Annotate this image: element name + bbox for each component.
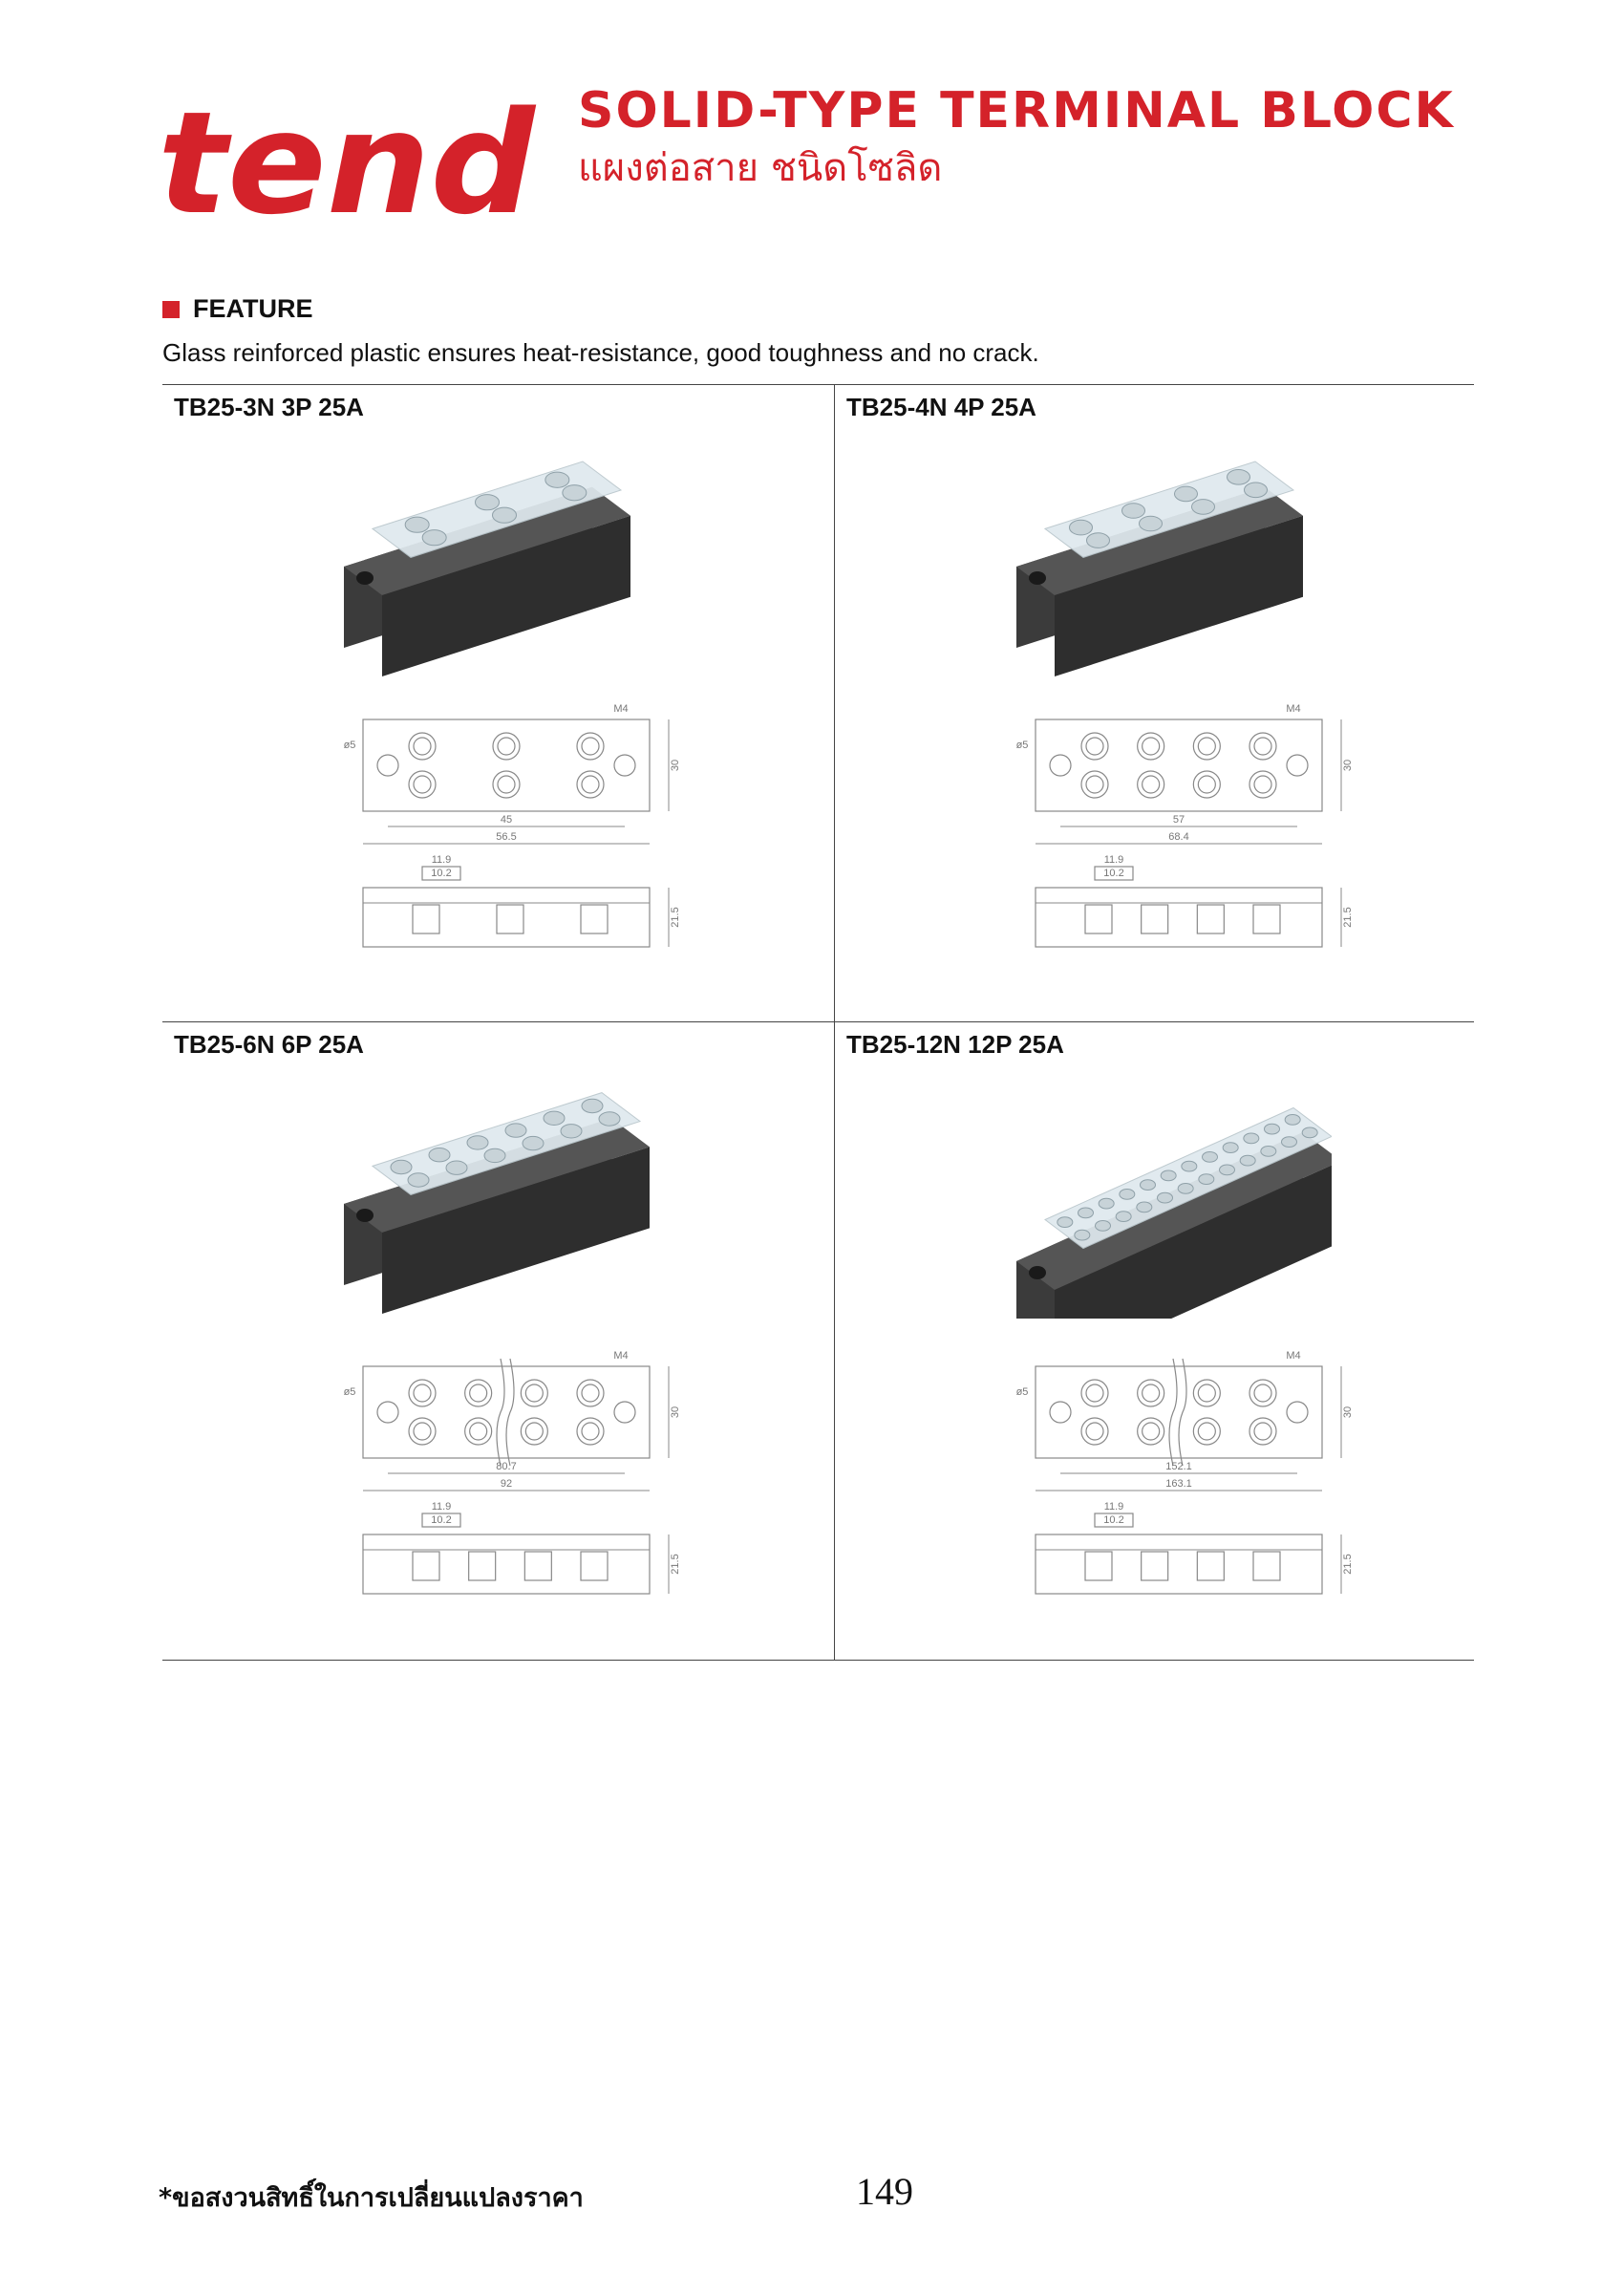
technical-drawing [325, 681, 726, 968]
screw-head [1198, 776, 1215, 793]
break-line [1179, 1359, 1186, 1466]
product-photo [334, 423, 659, 681]
screw-head [582, 1384, 599, 1402]
mounting-hole-right [614, 1402, 635, 1423]
side-view-slot [469, 1552, 496, 1580]
mounting-hole [356, 1209, 374, 1222]
height-dimension: 30 [1342, 1405, 1354, 1419]
screw-head [1086, 1384, 1103, 1402]
screw-head [1086, 1423, 1103, 1440]
terminal-screw [599, 1112, 620, 1126]
side-view-outline [363, 888, 650, 947]
terminal-screw [1137, 1202, 1152, 1212]
terminal-screw [405, 517, 429, 532]
pitch-dimension: 11.9 [431, 1501, 452, 1513]
inner-width-dimension: 45 [500, 814, 513, 826]
screw-head [1198, 1423, 1215, 1440]
terminal-screw [1223, 1143, 1238, 1153]
top-view-outline [1036, 719, 1322, 811]
screw-symbol [1138, 1380, 1164, 1406]
screw-head [582, 1423, 599, 1440]
screw-symbol [577, 1418, 604, 1445]
side-view-slot [1142, 905, 1168, 933]
break-line [1169, 1359, 1177, 1466]
screw-symbol [1081, 1380, 1108, 1406]
screw-head [1254, 1423, 1271, 1440]
terminal-screw [544, 1111, 565, 1125]
screw-symbol [1249, 771, 1276, 798]
terminal-screw [1203, 1151, 1218, 1162]
break-line [506, 1359, 514, 1466]
screw-symbol [1193, 771, 1220, 798]
height-dimension: 30 [670, 1405, 681, 1419]
product-grid [162, 384, 1474, 1661]
gap-dimension: 10.2 [431, 868, 452, 879]
svg-text:tend: tend [158, 88, 538, 231]
screw-head [525, 1423, 543, 1440]
terminal-screw [408, 1173, 429, 1187]
screw-symbol [1249, 733, 1276, 760]
side-view-outline [1036, 888, 1322, 947]
screw-dimension: M4 [613, 703, 629, 715]
screw-head [414, 1384, 431, 1402]
technical-drawing [325, 1328, 726, 1615]
hole-dimension: ø5 [1015, 1386, 1029, 1398]
screw-head [1086, 738, 1103, 755]
screw-symbol [1138, 771, 1164, 798]
terminal-screw [561, 1125, 582, 1138]
side-view-slot [1197, 1552, 1224, 1580]
side-view-slot [524, 1552, 551, 1580]
terminal-screw [1282, 1137, 1297, 1148]
screw-symbol [409, 1380, 436, 1406]
screw-symbol [577, 733, 604, 760]
screw-dimension: M4 [613, 1350, 629, 1362]
screw-symbol [521, 1380, 547, 1406]
screw-head [414, 1423, 431, 1440]
side-view-slot [1253, 1552, 1280, 1580]
terminal-screw [1161, 1170, 1176, 1181]
pitch-dimension: 11.9 [1103, 1501, 1124, 1513]
side-view-slot [1253, 905, 1280, 933]
screw-symbol [1081, 771, 1108, 798]
mounting-hole [1029, 1266, 1046, 1279]
screw-symbol [493, 771, 520, 798]
terminal-screw [1120, 1189, 1135, 1199]
product-photo [1007, 1061, 1332, 1319]
terminal-screw [1158, 1192, 1173, 1203]
screw-head [1086, 776, 1103, 793]
mounting-hole [356, 571, 374, 585]
product-card [162, 385, 818, 1021]
screw-head [1143, 1384, 1160, 1402]
side-view-outline [1036, 1534, 1322, 1594]
product-model: TB25-3N 3P 25A [174, 393, 364, 421]
terminal-screw [1075, 1230, 1090, 1240]
side-height-dimension: 21.5 [1342, 1554, 1354, 1575]
screw-head [414, 776, 431, 793]
side-height-dimension: 21.5 [670, 1554, 681, 1575]
mounting-hole-left [1050, 755, 1071, 776]
terminal-screw [1240, 1155, 1255, 1166]
hole-dimension: ø5 [343, 740, 356, 751]
technical-drawing [997, 1328, 1399, 1615]
screw-head [1254, 738, 1271, 755]
mounting-hole-left [377, 755, 398, 776]
terminal-screw [493, 507, 517, 523]
outer-width-dimension: 163.1 [1165, 1478, 1192, 1490]
side-view-slot [1142, 1552, 1168, 1580]
terminal-screw [1141, 1180, 1156, 1191]
pitch-dimension: 11.9 [431, 854, 452, 866]
screw-head [470, 1423, 487, 1440]
terminal-screw [1192, 500, 1215, 515]
terminal-screw [1199, 1174, 1214, 1185]
product-card [835, 385, 1490, 1021]
terminal-screw [1057, 1217, 1073, 1228]
terminal-screw [446, 1161, 467, 1174]
feature-heading [162, 294, 313, 324]
height-dimension: 30 [670, 759, 681, 772]
feature-description: Glass reinforced plastic ensures heat-resistance, good toughness and no crack. [162, 338, 1039, 367]
terminal-screw [523, 1136, 544, 1149]
gap-dimension: 10.2 [1103, 1514, 1124, 1526]
screw-symbol [1193, 1418, 1220, 1445]
mounting-hole-left [377, 1402, 398, 1423]
terminal-screw [563, 485, 587, 501]
brand-logo [158, 88, 540, 231]
screw-symbol [577, 1380, 604, 1406]
product-photo [1007, 423, 1332, 681]
screw-symbol [409, 771, 436, 798]
terminal-screw [1265, 1124, 1280, 1134]
screw-symbol [1249, 1418, 1276, 1445]
terminal-screw [1261, 1146, 1276, 1156]
outer-width-dimension: 56.5 [496, 831, 517, 843]
screw-head [1198, 1384, 1215, 1402]
hole-dimension: ø5 [343, 1386, 356, 1398]
screw-head [470, 1384, 487, 1402]
terminal-screw [1178, 1183, 1193, 1193]
terminal-screw [1087, 533, 1110, 548]
terminal-screw [1175, 486, 1198, 502]
terminal-screw [429, 1148, 450, 1162]
terminal-screw [1285, 1114, 1300, 1125]
screw-head [1254, 1384, 1271, 1402]
height-dimension: 30 [1342, 759, 1354, 772]
terminal-screw [422, 530, 446, 546]
screw-symbol [1193, 1380, 1220, 1406]
screw-symbol [1249, 1380, 1276, 1406]
screw-head [582, 776, 599, 793]
pitch-dimension: 11.9 [1103, 854, 1124, 866]
screw-head [1254, 776, 1271, 793]
terminal-screw [545, 472, 569, 487]
terminal-screw [1182, 1161, 1197, 1171]
hole-dimension: ø5 [1015, 740, 1029, 751]
terminal-screw [1302, 1127, 1317, 1138]
screw-symbol [1193, 733, 1220, 760]
side-height-dimension: 21.5 [670, 907, 681, 928]
page-number: 149 [856, 2170, 913, 2213]
header [578, 82, 1455, 193]
terminal-screw [467, 1136, 488, 1149]
screw-head [1143, 738, 1160, 755]
price-change-note: *ขอสงวนสิทธิ์ในการเปลี่ยนแปลงราคา [159, 2183, 584, 2213]
terminal-screw [1122, 504, 1145, 519]
terminal-screw [505, 1124, 526, 1137]
terminal-screw [1096, 1220, 1111, 1231]
side-view-slot [413, 1552, 439, 1580]
screw-symbol [465, 1380, 492, 1406]
screw-dimension: M4 [1286, 703, 1301, 715]
break-line [497, 1359, 504, 1466]
screw-head [582, 738, 599, 755]
screw-head [1143, 1423, 1160, 1440]
product-card [162, 1022, 818, 1659]
screw-head [1198, 738, 1215, 755]
screw-head [525, 1384, 543, 1402]
mounting-hole-right [614, 755, 635, 776]
side-view-slot [497, 905, 523, 933]
feature-label: FEATURE [193, 294, 313, 323]
side-view-slot [1085, 1552, 1112, 1580]
terminal-screw [1078, 1208, 1094, 1218]
side-height-dimension: 21.5 [1342, 907, 1354, 928]
terminal-screw [582, 1099, 603, 1112]
screw-symbol [1138, 1418, 1164, 1445]
product-photo [334, 1061, 659, 1319]
side-view-slot [1085, 905, 1112, 933]
side-view-slot [413, 905, 439, 933]
screw-symbol [577, 771, 604, 798]
terminal-screw [484, 1148, 505, 1162]
side-view-slot [1197, 905, 1224, 933]
inner-width-dimension: 80.7 [496, 1461, 517, 1472]
screw-symbol [1081, 1418, 1108, 1445]
gap-dimension: 10.2 [431, 1514, 452, 1526]
product-model: TB25-6N 6P 25A [174, 1030, 364, 1059]
terminal-screw [1140, 516, 1163, 531]
mounting-hole-left [1050, 1402, 1071, 1423]
side-view-slot [581, 905, 608, 933]
page-subtitle-thai: แผงต่อสาย ชนิดโซลิด [578, 146, 943, 190]
terminal-screw [1245, 483, 1268, 498]
screw-head [414, 738, 431, 755]
page-title: SOLID-TYPE TERMINAL BLOCK [578, 82, 1455, 139]
product-card [835, 1022, 1490, 1659]
screw-symbol [1081, 733, 1108, 760]
mounting-hole [1029, 571, 1046, 585]
gap-dimension: 10.2 [1103, 868, 1124, 879]
terminal-screw [1116, 1212, 1131, 1222]
screw-head [498, 776, 515, 793]
inner-width-dimension: 152.1 [1165, 1461, 1192, 1472]
terminal-screw [1070, 520, 1093, 535]
screw-symbol [409, 1418, 436, 1445]
screw-symbol [521, 1418, 547, 1445]
outer-width-dimension: 92 [500, 1478, 513, 1490]
terminal-screw [1244, 1133, 1259, 1144]
screw-symbol [1138, 733, 1164, 760]
outer-width-dimension: 68.4 [1168, 831, 1189, 843]
terminal-screw [476, 495, 500, 510]
screw-head [1143, 776, 1160, 793]
inner-width-dimension: 57 [1172, 814, 1185, 826]
product-model: TB25-12N 12P 25A [846, 1030, 1064, 1059]
mounting-hole-right [1287, 1402, 1308, 1423]
mounting-hole-right [1287, 755, 1308, 776]
product-model: TB25-4N 4P 25A [846, 393, 1036, 421]
screw-symbol [493, 733, 520, 760]
screw-symbol [465, 1418, 492, 1445]
side-view-outline [363, 1534, 650, 1594]
terminal-screw [1228, 470, 1250, 485]
technical-drawing [997, 681, 1399, 968]
terminal-screw [391, 1160, 412, 1173]
screw-dimension: M4 [1286, 1350, 1301, 1362]
side-view-slot [581, 1552, 608, 1580]
bullet-square-icon [162, 301, 180, 318]
terminal-screw [1099, 1198, 1114, 1209]
screw-symbol [409, 733, 436, 760]
screw-head [498, 738, 515, 755]
terminal-screw [1220, 1165, 1235, 1175]
